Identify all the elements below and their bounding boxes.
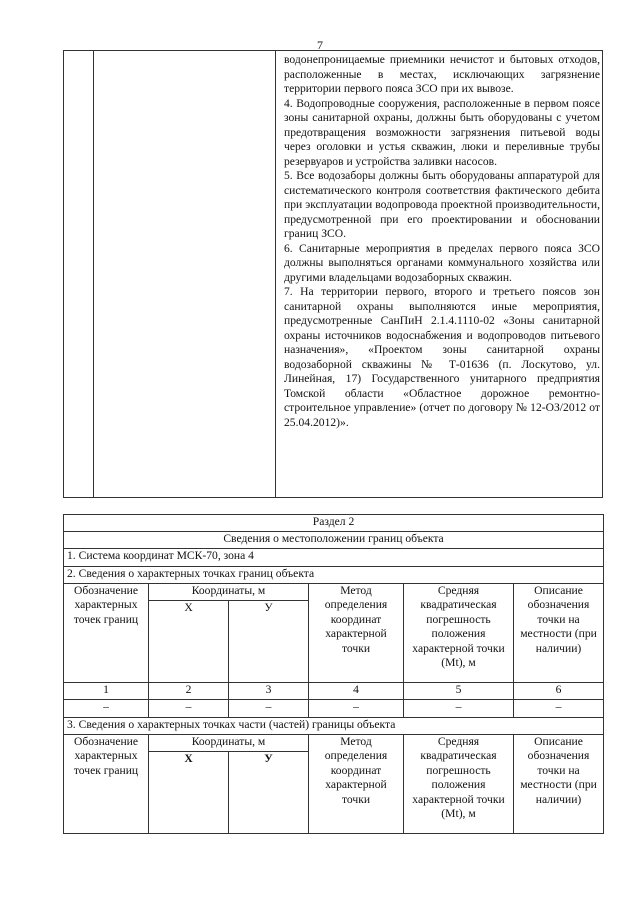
section-title: Раздел 2 — [64, 515, 604, 532]
col-number-1: 1 — [64, 683, 149, 700]
dash-cell: – — [64, 700, 149, 717]
paragraph-6: 6. Санитарные мероприятия в пределах первого пояса ЗСО должны выполняться органами коммунального хозяйства или другими владельцами водозаборных скважин. — [284, 241, 600, 284]
col-number-2: 2 — [149, 683, 229, 700]
header3-error: Средняя квадратическая погрешность положения характерной точки (Mt), м — [404, 734, 514, 833]
section-2-table — [63, 514, 604, 834]
header-designation: Обозначение характерных точек границ — [64, 583, 149, 682]
col-number-4: 4 — [309, 683, 404, 700]
paragraph-3-tail: водонепроницаемые приемники нечистот и бытовых отходов, расположенные в местах, исключающих загрязнение территории первого пояса ЗСО при их вывозе. — [284, 53, 600, 95]
header3-y: У — [229, 752, 309, 834]
paragraph-7: 7. На территории первого, второго и третьего поясов зон санитарной охраны выполняются иные мероприятия, предусмотренные СанПиН 2.1.4.1110-02 «Зоны санитарной охраны источников водоснабжения и водопроводов питьевого назначения», «Проектом зоны санитарной охраны водозаборной скважины № Т-01636 (п. Лоскутово, ул. Линейная, 17) Государственного унитарного предприятия Томской области «Областное дорожное ремонтно-строительное управление» (отчет по договору № 12-ОЗ/2012 от 25.04.2012)». — [284, 285, 600, 429]
header3-description: Описание обозначения точки на местности (при наличии) — [514, 734, 604, 833]
dash-cell: – — [309, 700, 404, 717]
header-method: Метод определения координат характерной точки — [309, 583, 404, 682]
header3-method: Метод определения координат характерной точки — [309, 734, 404, 833]
boundary-points-heading: 2. Сведения о характерных точках границ объекта — [64, 566, 604, 583]
header3-coords: Координаты, м — [149, 734, 309, 751]
paragraph-4: 4. Водопроводные сооружения, расположенные в первом поясе зоны санитарной охраны, должны быть оборудованы с учетом предотвращения возможности загрязнения питьевой воды через оголовки и устья скважин, люки и переливные трубы резервуаров и устройства заливки насосов. — [284, 96, 600, 168]
header-y: У — [229, 601, 309, 683]
col-number-5: 5 — [404, 683, 514, 700]
dash-cell: – — [149, 700, 229, 717]
header-x: X — [149, 601, 229, 683]
table-column-name — [94, 51, 276, 497]
paragraph-5: 5. Все водозаборы должны быть оборудованы аппаратурой для систематического контроля соответствия фактического дебита при эксплуатации водопровода проектной производительности, предусмотренной при его проектировании и обосновании границ ЗСО. — [284, 169, 600, 240]
part-boundary-heading: 3. Сведения о характерных точках части (частей) границы объекта — [64, 717, 604, 734]
header3-x: X — [149, 752, 229, 834]
col-number-6: 6 — [514, 683, 604, 700]
dash-cell: – — [514, 700, 604, 717]
section-subtitle: Сведения о местоположении границ объекта — [64, 532, 604, 549]
coordinate-system: 1. Система координат МСК-70, зона 4 — [64, 549, 604, 566]
page-number: 7 — [317, 38, 323, 52]
table-column-text — [284, 53, 600, 430]
dash-cell: – — [229, 700, 309, 717]
table-column-number — [64, 51, 94, 497]
dash-cell: – — [404, 700, 514, 717]
col-number-3: 3 — [229, 683, 309, 700]
header3-designation: Обозначение характерных точек границ — [64, 734, 149, 833]
header-coords: Координаты, м — [149, 583, 309, 600]
continuation-table — [63, 50, 603, 498]
header-description: Описание обозначения точки на местности (при наличии) — [514, 583, 604, 682]
header-error: Средняя квадратическая погрешность положения характерной точки (Mt), м — [404, 583, 514, 682]
